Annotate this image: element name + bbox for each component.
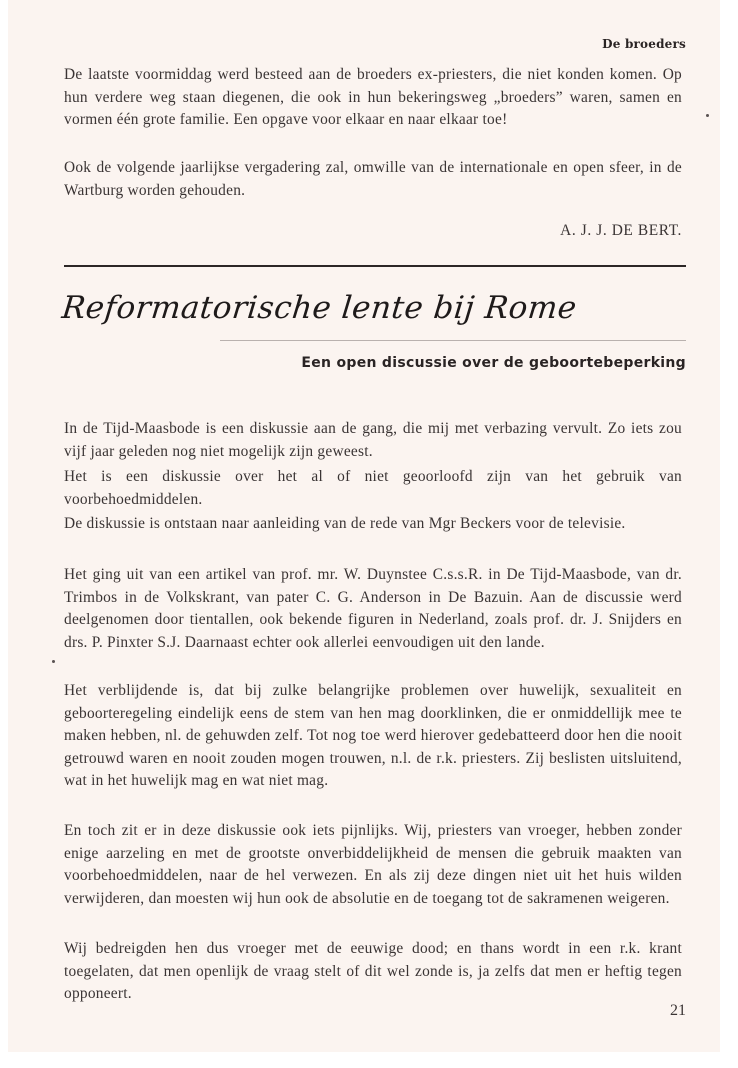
author-signature: A. J. J. DE BERT. (560, 222, 682, 239)
article-paragraph-2: Het is een diskussie over het al of niet geoorloofd zijn van het gebruik van voorbehoedmiddelen. (64, 468, 682, 508)
running-head: De broeders (602, 37, 686, 51)
article-paragraph-7: Wij bedreigden hen dus vroeger met de eeuwige dood; en thans wordt in een r.k. krant toegelaten, dat men openlijk de vraag stelt of dit wel zonde is, ja zelfs dat men er heftig tegen opponeert. (64, 940, 682, 1002)
title-underline (220, 340, 686, 341)
article-paragraph-3: De diskussie is ontstaan naar aanleiding van de rede van Mgr Beckers voor de televisie. (64, 515, 626, 532)
article-title: Reformatorische lente bij Rome (60, 290, 579, 326)
intro-paragraph-2: Ook de volgende jaarlijkse vergadering zal, omwille van de internationale en open sfeer, in de Wartburg worden gehouden. (64, 159, 682, 199)
article-paragraph-6: En toch zit er in deze diskussie ook iets pijnlijks. Wij, priesters van vroeger, hebben zonder enige aarzeling en met de grootste onverbiddelijkheid de mensen die gebruik maakten van voorbehoedmiddelen, naar de hel verwezen. En als zij deze dingen niet uit het huis wilden verwijderen, dan moesten wij hun ook de absolutie en de toegang tot de sakramenen weigeren. (64, 822, 682, 907)
intro-paragraph-1: De laatste voormiddag werd besteed aan de broeders ex-priesters, die niet konden komen. Op hun verdere weg staan diegenen, die ook in hun bekeringsweg „broeders” waren, samen en vormen één grote familie. Een opgave voor elkaar en naar elkaar toe! (64, 66, 682, 128)
article-subtitle: Een open discussie over de geboortebeperking (301, 355, 686, 371)
section-divider (64, 265, 686, 267)
margin-speck (52, 660, 55, 663)
article-paragraph-1: In de Tijd-Maasbode is een diskussie aan de gang, die mij met verbazing vervult. Zo iets zou vijf jaar geleden nog niet mogelijk zijn geweest. (64, 420, 682, 460)
article-paragraph-5: Het verblijdende is, dat bij zulke belangrijke problemen over huwelijk, sexualiteit en geboorteregeling eindelijk eens de stem van hen mag doorklinken, die er onmiddellijk mee te maken hebben, nl. de gehuwden zelf. Tot nog toe werd hierover gedebatteerd door hen die nooit getrouwd waren en nooit zouden mogen trouwen, n.l. de r.k. priesters. Zij beslisten uitsluitend, wat in het huwelijk mag en wat niet mag. (64, 682, 682, 789)
margin-speck (706, 114, 709, 117)
article-paragraph-4: Het ging uit van een artikel van prof. mr. W. Duynstee C.s.s.R. in De Tijd-Maasbode, van dr. Trimbos in de Volkskrant, van pater C. G. Anderson in De Bazuin. Aan de discussie werd deelgenomen door tientallen, ook bekende figuren in Nederland, zoals prof. dr. J. Snijders en drs. P. Pinxter S.J. Daarnaast echter ook allerlei eenvoudigen uit den lande. (64, 566, 682, 651)
page-number: 21 (670, 1002, 686, 1019)
